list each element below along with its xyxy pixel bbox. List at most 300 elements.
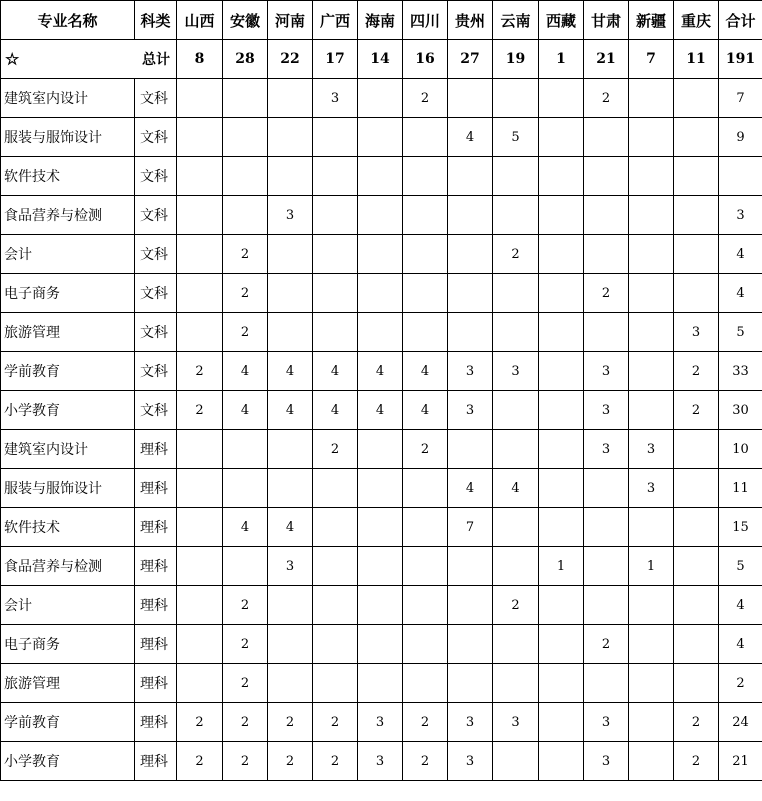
- row-total-cell: 5: [719, 547, 762, 586]
- value-cell: [177, 586, 223, 625]
- category-cell: 理科: [135, 586, 177, 625]
- value-cell: [584, 118, 629, 157]
- value-cell: [539, 157, 584, 196]
- value-cell: [358, 625, 403, 664]
- row-total-cell: 7: [719, 79, 762, 118]
- value-cell: 3: [358, 703, 403, 742]
- table-row: [1, 625, 762, 664]
- value-cell: [313, 157, 358, 196]
- total-cell: 28: [223, 40, 268, 79]
- value-cell: [268, 664, 313, 703]
- value-cell: [403, 118, 448, 157]
- value-cell: 4: [268, 352, 313, 391]
- value-cell: [539, 508, 584, 547]
- value-cell: [629, 118, 674, 157]
- value-cell: 2: [313, 742, 358, 781]
- value-cell: [584, 508, 629, 547]
- value-cell: [177, 196, 223, 235]
- total-row: [1, 40, 762, 79]
- value-cell: [539, 625, 584, 664]
- value-cell: [584, 664, 629, 703]
- value-cell: [448, 235, 493, 274]
- value-cell: [448, 430, 493, 469]
- category-cell: 文科: [135, 274, 177, 313]
- value-cell: [493, 547, 539, 586]
- value-cell: 2: [223, 703, 268, 742]
- row-total-cell: 10: [719, 430, 762, 469]
- value-cell: [539, 118, 584, 157]
- value-cell: [674, 274, 719, 313]
- row-total-cell: 30: [719, 391, 762, 430]
- value-cell: [448, 547, 493, 586]
- value-cell: [358, 469, 403, 508]
- value-cell: [268, 625, 313, 664]
- table-row: [1, 586, 762, 625]
- value-cell: [223, 79, 268, 118]
- value-cell: 4: [493, 469, 539, 508]
- value-cell: 2: [403, 742, 448, 781]
- table-row: [1, 235, 762, 274]
- value-cell: 1: [539, 547, 584, 586]
- total-cell: 17: [313, 40, 358, 79]
- value-cell: [358, 118, 403, 157]
- value-cell: 3: [448, 391, 493, 430]
- value-cell: [674, 586, 719, 625]
- value-cell: [493, 391, 539, 430]
- value-cell: [223, 547, 268, 586]
- value-cell: [584, 196, 629, 235]
- value-cell: 3: [674, 313, 719, 352]
- value-cell: [493, 313, 539, 352]
- category-cell: 理科: [135, 508, 177, 547]
- row-total-cell: [719, 157, 762, 196]
- value-cell: [177, 274, 223, 313]
- value-cell: [674, 625, 719, 664]
- row-total-cell: 4: [719, 586, 762, 625]
- value-cell: [358, 157, 403, 196]
- value-cell: 3: [584, 391, 629, 430]
- value-cell: [448, 157, 493, 196]
- value-cell: [448, 79, 493, 118]
- total-cell: 8: [177, 40, 223, 79]
- total-cell: 16: [403, 40, 448, 79]
- value-cell: [493, 274, 539, 313]
- major-cell: 食品营养与检测: [1, 547, 135, 586]
- value-cell: [584, 235, 629, 274]
- table-row: [1, 742, 762, 781]
- major-cell: 会计: [1, 586, 135, 625]
- value-cell: [358, 586, 403, 625]
- major-cell: 学前教育: [1, 352, 135, 391]
- value-cell: [493, 196, 539, 235]
- value-cell: [584, 157, 629, 196]
- value-cell: 4: [223, 508, 268, 547]
- value-cell: [403, 625, 448, 664]
- value-cell: [223, 430, 268, 469]
- row-total-cell: 4: [719, 235, 762, 274]
- value-cell: [268, 157, 313, 196]
- column-header: 山西: [177, 1, 223, 40]
- value-cell: [268, 79, 313, 118]
- value-cell: [403, 586, 448, 625]
- value-cell: 2: [223, 274, 268, 313]
- row-total-cell: 21: [719, 742, 762, 781]
- major-cell: 软件技术: [1, 157, 135, 196]
- value-cell: 3: [629, 430, 674, 469]
- value-cell: [358, 664, 403, 703]
- value-cell: 1: [629, 547, 674, 586]
- total-cell: 27: [448, 40, 493, 79]
- column-header: 甘肃: [584, 1, 629, 40]
- value-cell: 2: [403, 79, 448, 118]
- value-cell: 5: [493, 118, 539, 157]
- value-cell: 2: [674, 742, 719, 781]
- value-cell: [674, 118, 719, 157]
- value-cell: 2: [674, 391, 719, 430]
- column-header: 西藏: [539, 1, 584, 40]
- value-cell: [674, 157, 719, 196]
- category-cell: 文科: [135, 391, 177, 430]
- value-cell: 7: [448, 508, 493, 547]
- table-row: [1, 79, 762, 118]
- value-cell: 2: [268, 703, 313, 742]
- value-cell: [539, 196, 584, 235]
- value-cell: 2: [584, 79, 629, 118]
- value-cell: [629, 625, 674, 664]
- major-cell: 电子商务: [1, 625, 135, 664]
- category-cell: 理科: [135, 742, 177, 781]
- row-total-cell: 2: [719, 664, 762, 703]
- value-cell: 4: [223, 391, 268, 430]
- value-cell: [313, 313, 358, 352]
- value-cell: 2: [177, 703, 223, 742]
- major-cell: 会计: [1, 235, 135, 274]
- value-cell: 4: [268, 508, 313, 547]
- table-row: [1, 664, 762, 703]
- value-cell: [403, 664, 448, 703]
- value-cell: [448, 313, 493, 352]
- value-cell: [674, 508, 719, 547]
- value-cell: 2: [313, 703, 358, 742]
- value-cell: 3: [448, 703, 493, 742]
- column-header: 四川: [403, 1, 448, 40]
- value-cell: [358, 508, 403, 547]
- major-cell: 旅游管理: [1, 664, 135, 703]
- value-cell: 3: [629, 469, 674, 508]
- column-header: 安徽: [223, 1, 268, 40]
- value-cell: [268, 586, 313, 625]
- value-cell: [493, 157, 539, 196]
- value-cell: [403, 274, 448, 313]
- value-cell: [358, 547, 403, 586]
- total-cell: 11: [674, 40, 719, 79]
- value-cell: 4: [313, 352, 358, 391]
- value-cell: [539, 664, 584, 703]
- value-cell: [493, 79, 539, 118]
- category-cell: 文科: [135, 79, 177, 118]
- value-cell: [674, 79, 719, 118]
- category-cell: 文科: [135, 352, 177, 391]
- value-cell: 2: [223, 742, 268, 781]
- row-total-cell: 11: [719, 469, 762, 508]
- table-row: [1, 430, 762, 469]
- major-cell: 小学教育: [1, 742, 135, 781]
- value-cell: [268, 274, 313, 313]
- value-cell: [493, 664, 539, 703]
- total-cell: 21: [584, 40, 629, 79]
- major-cell: 建筑室内设计: [1, 430, 135, 469]
- value-cell: 3: [268, 547, 313, 586]
- value-cell: [313, 274, 358, 313]
- category-cell: 文科: [135, 157, 177, 196]
- value-cell: 3: [448, 742, 493, 781]
- value-cell: [223, 196, 268, 235]
- value-cell: 4: [358, 391, 403, 430]
- value-cell: [403, 235, 448, 274]
- column-header: 合计: [719, 1, 762, 40]
- value-cell: [403, 196, 448, 235]
- table-row: [1, 547, 762, 586]
- value-cell: [629, 235, 674, 274]
- value-cell: [268, 430, 313, 469]
- total-label: 总计: [142, 52, 170, 68]
- value-cell: 2: [223, 625, 268, 664]
- row-total-cell: 15: [719, 508, 762, 547]
- value-cell: [177, 79, 223, 118]
- total-cell: 191: [719, 40, 762, 79]
- value-cell: [403, 469, 448, 508]
- value-cell: 2: [177, 352, 223, 391]
- value-cell: 3: [584, 742, 629, 781]
- value-cell: [674, 664, 719, 703]
- value-cell: [403, 157, 448, 196]
- value-cell: [493, 625, 539, 664]
- value-cell: 3: [493, 703, 539, 742]
- value-cell: [539, 274, 584, 313]
- table-row: [1, 313, 762, 352]
- total-cell: 14: [358, 40, 403, 79]
- value-cell: 3: [448, 352, 493, 391]
- table-row: [1, 274, 762, 313]
- value-cell: [313, 469, 358, 508]
- value-cell: [629, 742, 674, 781]
- value-cell: [539, 742, 584, 781]
- value-cell: 4: [358, 352, 403, 391]
- value-cell: 2: [223, 664, 268, 703]
- value-cell: [268, 469, 313, 508]
- value-cell: [539, 391, 584, 430]
- column-header: 专业名称: [1, 1, 135, 40]
- column-header: 新疆: [629, 1, 674, 40]
- value-cell: [223, 469, 268, 508]
- value-cell: 4: [448, 469, 493, 508]
- value-cell: [403, 313, 448, 352]
- value-cell: 2: [493, 586, 539, 625]
- value-cell: [313, 235, 358, 274]
- major-cell: 建筑室内设计: [1, 79, 135, 118]
- table-row: [1, 391, 762, 430]
- column-header: 贵州: [448, 1, 493, 40]
- value-cell: 2: [223, 235, 268, 274]
- value-cell: [268, 118, 313, 157]
- value-cell: [584, 313, 629, 352]
- value-cell: [629, 703, 674, 742]
- major-cell: 服装与服饰设计: [1, 118, 135, 157]
- value-cell: [358, 196, 403, 235]
- value-cell: 3: [268, 196, 313, 235]
- value-cell: [674, 430, 719, 469]
- value-cell: [629, 157, 674, 196]
- value-cell: [674, 547, 719, 586]
- column-header: 海南: [358, 1, 403, 40]
- value-cell: 2: [223, 586, 268, 625]
- row-total-cell: 33: [719, 352, 762, 391]
- value-cell: 2: [674, 703, 719, 742]
- total-cell: 22: [268, 40, 313, 79]
- category-cell: 理科: [135, 664, 177, 703]
- value-cell: [177, 235, 223, 274]
- value-cell: 2: [493, 235, 539, 274]
- value-cell: [268, 235, 313, 274]
- major-cell: 学前教育: [1, 703, 135, 742]
- value-cell: 2: [584, 274, 629, 313]
- value-cell: 2: [177, 742, 223, 781]
- value-cell: [177, 157, 223, 196]
- value-cell: [539, 352, 584, 391]
- value-cell: 2: [313, 430, 358, 469]
- value-cell: [177, 118, 223, 157]
- value-cell: 3: [358, 742, 403, 781]
- total-cell: 19: [493, 40, 539, 79]
- value-cell: 4: [268, 391, 313, 430]
- value-cell: [629, 586, 674, 625]
- value-cell: 3: [584, 430, 629, 469]
- value-cell: [177, 313, 223, 352]
- value-cell: [629, 352, 674, 391]
- value-cell: [493, 742, 539, 781]
- major-cell: 小学教育: [1, 391, 135, 430]
- value-cell: [177, 430, 223, 469]
- major-cell: 旅游管理: [1, 313, 135, 352]
- value-cell: [448, 274, 493, 313]
- category-cell: 理科: [135, 625, 177, 664]
- value-cell: [448, 196, 493, 235]
- total-cell: 1: [539, 40, 584, 79]
- category-cell: 理科: [135, 703, 177, 742]
- value-cell: [403, 508, 448, 547]
- value-cell: [177, 508, 223, 547]
- value-cell: 2: [674, 352, 719, 391]
- value-cell: [629, 391, 674, 430]
- value-cell: [177, 625, 223, 664]
- value-cell: [584, 586, 629, 625]
- column-header: 重庆: [674, 1, 719, 40]
- major-cell: 软件技术: [1, 508, 135, 547]
- category-cell: 文科: [135, 118, 177, 157]
- value-cell: [313, 118, 358, 157]
- row-total-cell: 5: [719, 313, 762, 352]
- column-header: 云南: [493, 1, 539, 40]
- value-cell: [584, 469, 629, 508]
- row-total-cell: 24: [719, 703, 762, 742]
- value-cell: [313, 196, 358, 235]
- value-cell: 4: [223, 352, 268, 391]
- value-cell: [448, 664, 493, 703]
- column-header: 广西: [313, 1, 358, 40]
- column-header: 河南: [268, 1, 313, 40]
- value-cell: 4: [403, 352, 448, 391]
- value-cell: [629, 508, 674, 547]
- value-cell: [539, 235, 584, 274]
- major-cell: 电子商务: [1, 274, 135, 313]
- value-cell: [629, 664, 674, 703]
- value-cell: [313, 547, 358, 586]
- value-cell: [313, 625, 358, 664]
- value-cell: [313, 586, 358, 625]
- value-cell: [539, 469, 584, 508]
- table-row: [1, 157, 762, 196]
- value-cell: [358, 430, 403, 469]
- value-cell: [584, 547, 629, 586]
- total-cell: 7: [629, 40, 674, 79]
- value-cell: 4: [403, 391, 448, 430]
- value-cell: 2: [223, 313, 268, 352]
- value-cell: [674, 469, 719, 508]
- value-cell: [177, 664, 223, 703]
- value-cell: 3: [584, 352, 629, 391]
- value-cell: 4: [313, 391, 358, 430]
- value-cell: [539, 430, 584, 469]
- table-row: [1, 703, 762, 742]
- value-cell: 2: [268, 742, 313, 781]
- star-icon: ☆: [5, 49, 20, 69]
- value-cell: [493, 430, 539, 469]
- value-cell: [358, 313, 403, 352]
- value-cell: [403, 547, 448, 586]
- table-row: [1, 118, 762, 157]
- table-row: [1, 469, 762, 508]
- value-cell: [493, 508, 539, 547]
- value-cell: [223, 157, 268, 196]
- value-cell: [313, 664, 358, 703]
- value-cell: [177, 469, 223, 508]
- table-row: [1, 196, 762, 235]
- category-cell: 理科: [135, 547, 177, 586]
- value-cell: 3: [493, 352, 539, 391]
- value-cell: 2: [177, 391, 223, 430]
- value-cell: [539, 79, 584, 118]
- value-cell: [448, 586, 493, 625]
- table-body: [1, 40, 762, 781]
- value-cell: [674, 196, 719, 235]
- value-cell: [358, 235, 403, 274]
- table-row: [1, 508, 762, 547]
- row-total-cell: 4: [719, 625, 762, 664]
- value-cell: 2: [403, 703, 448, 742]
- category-cell: 理科: [135, 430, 177, 469]
- value-cell: 2: [403, 430, 448, 469]
- row-total-cell: 3: [719, 196, 762, 235]
- column-header: 科类: [135, 1, 177, 40]
- value-cell: [539, 703, 584, 742]
- value-cell: [223, 118, 268, 157]
- value-cell: [358, 274, 403, 313]
- value-cell: [674, 235, 719, 274]
- value-cell: [313, 508, 358, 547]
- value-cell: [539, 586, 584, 625]
- value-cell: [539, 313, 584, 352]
- category-cell: 文科: [135, 196, 177, 235]
